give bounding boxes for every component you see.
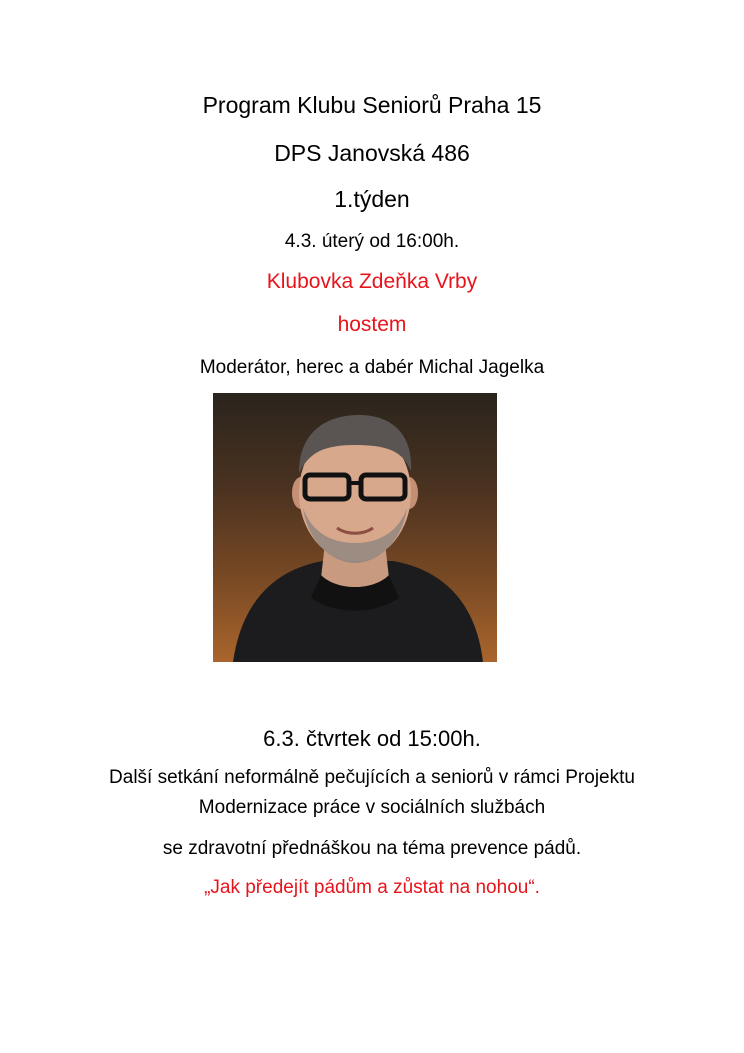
event1-date: 4.3. úterý od 16:00h. bbox=[284, 231, 460, 252]
event1-name: Klubovka Zdeňka Vrby bbox=[266, 270, 478, 293]
event2-date: 6.3. čtvrtek od 15:00h. bbox=[263, 726, 481, 751]
week-label: 1.týden bbox=[334, 186, 410, 212]
event2-line3: se zdravotní přednáškou na téma prevence pádů. bbox=[162, 838, 582, 859]
event2-line1: Další setkání neformálně pečujících a seniorů v rámci Projektu bbox=[109, 767, 635, 788]
venue: DPS Janovská 486 bbox=[274, 140, 470, 166]
event1-guest: Moderátor, herec a dabér Michal Jagelka bbox=[199, 357, 545, 378]
page-title: Program Klubu Seniorů Praha 15 bbox=[202, 92, 542, 118]
event2-line2: Modernizace práce v sociálních službách bbox=[198, 797, 546, 818]
event2-quote: „Jak předejít pádům a zůstat na nohou“. bbox=[204, 877, 540, 898]
guest-portrait-image bbox=[213, 393, 497, 662]
event1-guest-label: hostem bbox=[337, 313, 407, 336]
guest-photo bbox=[213, 393, 497, 662]
